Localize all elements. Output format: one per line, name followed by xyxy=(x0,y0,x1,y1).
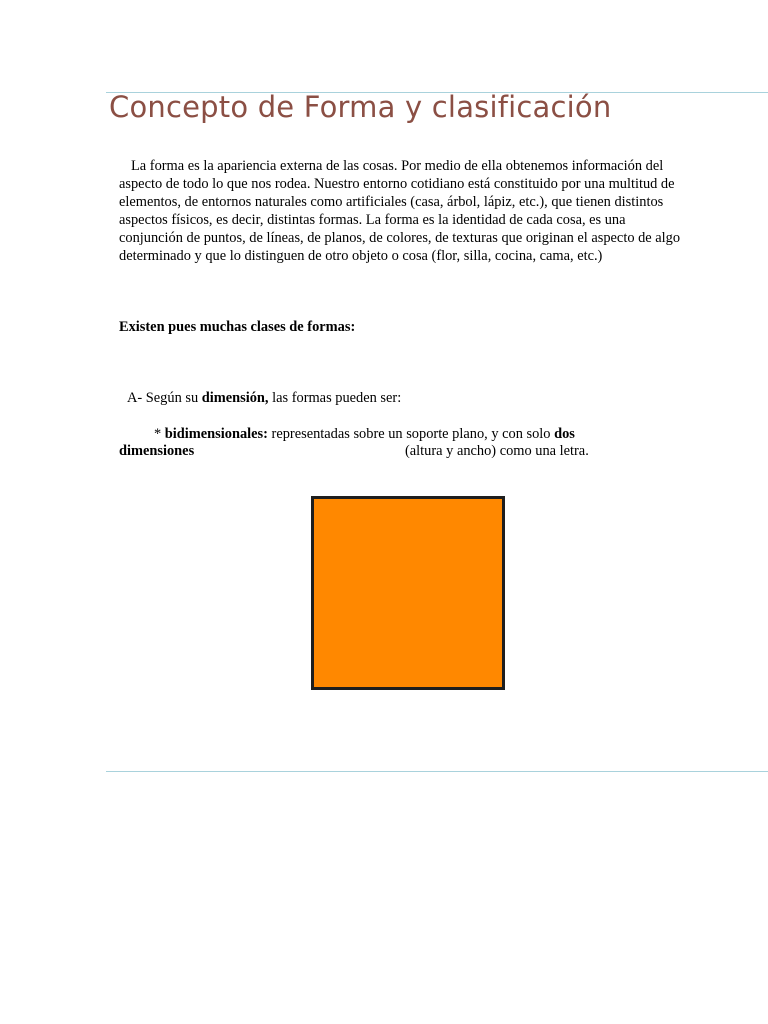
classes-heading: Existen pues muchas clases de formas: xyxy=(119,319,356,335)
bidimensional-dos: dos xyxy=(554,426,575,442)
bullet-marker: * xyxy=(154,426,165,442)
bidimensional-tail: (altura y ancho) como una letra. xyxy=(405,443,589,459)
section-a-bold-term: dimensión, xyxy=(201,390,269,406)
bidimensional-description: representadas sobre un soporte plano, y con solo xyxy=(267,426,555,442)
bidimensional-term: bidimensionales: xyxy=(164,426,268,442)
bottom-divider xyxy=(106,771,768,772)
section-a-suffix: las formas pueden ser: xyxy=(268,390,402,406)
page-title: Concepto de Forma y clasificación xyxy=(109,90,612,124)
intro-paragraph: La forma es la apariencia externa de las cosas. Por medio de ella obtenemos información del aspecto de todo lo que nos rodea. Nuestro entorno cotidiano está constituido por una multitud de elementos, de entornos naturales como artificiales (casa, árbol, lápiz, etc.), que tienen distintos aspectos físicos, es decir, distintas formas. La forma es la identidad de cada cosa, es una conjunción de puntos, de líneas, de planos, de colores, de texturas que originan el aspecto de algo determinado y que lo distinguen de otro objeto o cosa (flor, silla, cocina, cama, etc.) xyxy=(119,158,681,264)
section-a-prefix: A- Según su xyxy=(127,390,202,406)
bidimensional-line-1 xyxy=(154,425,575,443)
bidimensional-dimensiones: dimensiones xyxy=(119,443,195,459)
section-a-line xyxy=(127,389,401,407)
orange-square-figure xyxy=(311,496,505,690)
